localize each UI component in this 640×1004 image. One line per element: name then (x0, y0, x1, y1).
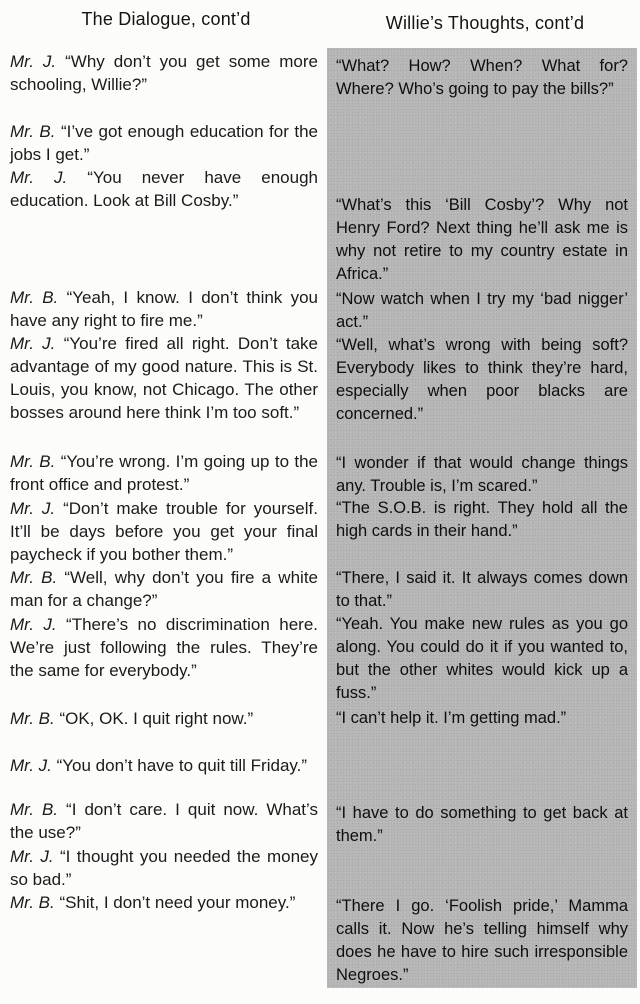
dialogue-paragraph (10, 50, 318, 96)
thought-paragraph: “I wonder if that would change things any. Trouble is, I’m scared.” (336, 454, 628, 495)
thought-paragraph: “The S.O.B. is right. They hold all the high cards in their hand.” (336, 499, 628, 540)
speaker-label: Mr. J. (10, 52, 57, 71)
dialogue-paragraph (10, 332, 318, 424)
speaker-label: Mr. J. (10, 615, 57, 634)
dialogue-paragraph (10, 845, 318, 891)
dialogue-text: “You’re fired all right. Don’t take advantage of my good nature. This is St. Louis, you know, not Chicago. The other bosses around here think I’m too soft.” (10, 334, 318, 422)
thought-paragraph: “There, I said it. It always comes down to that.” (336, 569, 628, 610)
speaker-label: Mr. J. (10, 756, 52, 775)
dialogue-text: “Don’t make trouble for yourself. It’ll be days before you get your final paycheck if you bother them.” (10, 499, 318, 564)
dialogue-paragraph (10, 566, 318, 612)
dialogue-paragraph (10, 613, 318, 682)
speaker-label: Mr. B. (10, 893, 55, 912)
dialogue-paragraph (10, 754, 318, 777)
speaker-label: Mr. B. (10, 800, 59, 819)
speaker-label: Mr. B. (10, 709, 55, 728)
dialogue-paragraph (10, 166, 318, 212)
dialogue-text: “I don’t care. I quit now. What’s the use?” (10, 800, 318, 842)
speaker-label: Mr. J. (10, 847, 54, 866)
dialogue-paragraph (10, 286, 318, 332)
thought-paragraph: “Now watch when I try my ‘bad nigger’ act.” (336, 290, 628, 331)
thought-paragraph: “Yeah. You make new rules as you go along. You could do it if you wanted to, but the other whites would kick up a fuss.” (336, 615, 628, 702)
thoughts-column-header: Willie’s Thoughts, cont’d (385, 13, 585, 33)
speaker-label: Mr. B. (10, 122, 56, 141)
dialogue-paragraph (10, 450, 318, 496)
thought-paragraph: “I have to do something to get back at them.” (336, 804, 628, 845)
dialogue-text: “Well, why don’t you fire a white man for a change?” (10, 568, 318, 610)
dialogue-text: “You don’t have to quit till Friday.” (56, 756, 308, 775)
speaker-label: Mr. J. (10, 334, 56, 353)
dialogue-paragraph (10, 707, 318, 730)
dialogue-text: “I’ve got enough education for the jobs I get.” (10, 122, 318, 164)
dialogue-text: “You’re wrong. I’m going up to the front office and protest.” (10, 452, 318, 494)
dialogue-paragraph (10, 798, 318, 844)
dialogue-text: “Shit, I don’t need your money.” (59, 893, 296, 912)
speaker-label: Mr. J. (10, 499, 56, 518)
speaker-label: Mr. B. (10, 568, 58, 587)
dialogue-text: “Yeah, I know. I don’t think you have any right to fire me.” (10, 288, 319, 330)
dialogue-column-header: The Dialogue, cont’d (81, 9, 251, 29)
dialogue-paragraph (10, 497, 318, 566)
thought-paragraph: “There I go. ‘Foolish pride,’ Mamma calls it. Now he’s telling himself why does he have to hire such irresponsible Negroes.” (336, 897, 628, 984)
thought-paragraph: “Well, what’s wrong with being soft? Everybody likes to think they’re hard, especially when poor blacks are concerned.” (336, 336, 628, 423)
dialogue-paragraph (10, 891, 318, 914)
speaker-label: Mr. B. (10, 452, 56, 471)
dialogue-text: “OK, OK. I quit right now.” (59, 709, 254, 728)
thought-paragraph: “What? How? When? What for? Where? Who’s going to pay the bills?” (336, 57, 628, 98)
dialogue-paragraph (10, 120, 318, 166)
speaker-label: Mr. B. (10, 288, 59, 307)
thought-paragraph: “I can’t help it. I’m getting mad.” (336, 709, 567, 727)
dialogue-text: “Why don’t you get some more schooling, Willie?” (10, 52, 318, 94)
thought-paragraph: “What’s this ‘Bill Cosby’? Why not Henry Ford? Next thing he’ll ask me is why not retire to my country estate in Africa.” (336, 196, 628, 283)
dialogue-text: “You never have enough education. Look at Bill Cosby.” (10, 168, 318, 210)
dialogue-text: “There’s no discrimination here. We’re just following the rules. They’re the same for everybody.” (10, 615, 318, 680)
speaker-label: Mr. J. (10, 168, 68, 187)
dialogue-text: “I thought you needed the money so bad.” (10, 847, 318, 889)
